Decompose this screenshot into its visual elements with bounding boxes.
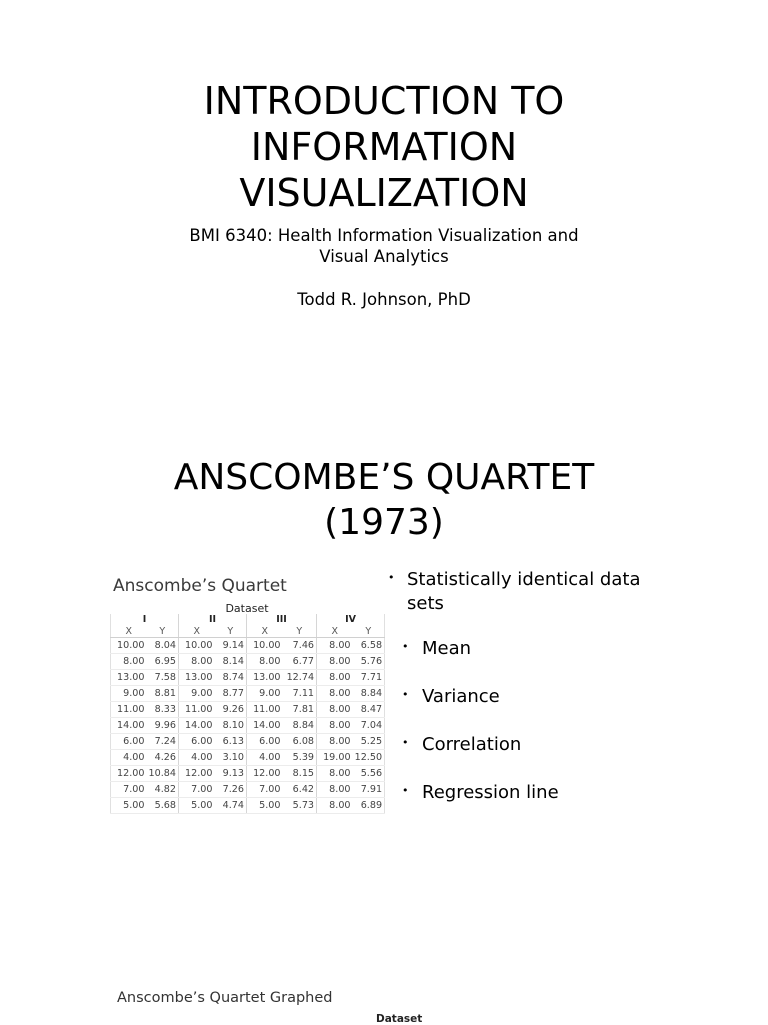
table-cell: 6.95	[147, 654, 179, 670]
table-cell: 12.00	[179, 766, 215, 782]
table-cell: 5.00	[111, 798, 147, 814]
bullet-main	[385, 568, 645, 616]
table-cell: 6.42	[283, 782, 317, 798]
table-cell: 10.00	[247, 638, 283, 654]
table-cell: 8.81	[147, 686, 179, 702]
table-row	[111, 702, 385, 718]
table-cell: 11.00	[247, 702, 283, 718]
slide1-subtitle-line: Visual Analytics	[319, 247, 449, 266]
table-row	[111, 638, 385, 654]
table-cell: 4.00	[179, 750, 215, 766]
table-body	[111, 638, 385, 814]
slide1-subtitle-line: BMI 6340: Health Information Visualization and	[189, 226, 579, 245]
table-cell: 14.00	[179, 718, 215, 734]
table-row	[111, 750, 385, 766]
table-cell: 6.77	[283, 654, 317, 670]
table-row	[111, 798, 385, 814]
bullet-sub	[385, 637, 645, 661]
table-cell: 14.00	[111, 718, 147, 734]
table-cell: 9.00	[111, 686, 147, 702]
slide1-title-line: INFORMATION	[250, 125, 518, 169]
table-cell: 3.10	[215, 750, 247, 766]
table-cell: 8.84	[283, 718, 317, 734]
table-cell: 6.08	[283, 734, 317, 750]
table-cell: 8.00	[317, 766, 353, 782]
table-column-header: Y	[147, 626, 179, 638]
table-cell: 7.11	[283, 686, 317, 702]
table-group-header: IV	[345, 614, 356, 625]
table-cell: 13.00	[179, 670, 215, 686]
table-cell: 4.00	[111, 750, 147, 766]
table-cell: 8.33	[147, 702, 179, 718]
table-cell: 8.04	[147, 638, 179, 654]
bullet-text: Mean	[422, 638, 472, 659]
table-cell: 4.00	[247, 750, 283, 766]
table-cell: 12.74	[283, 670, 317, 686]
table-cell: 9.14	[215, 638, 247, 654]
table-cell: 5.73	[283, 798, 317, 814]
table-cell: 6.13	[215, 734, 247, 750]
table-group-header: I	[111, 614, 179, 626]
bullet-text: Statistically identical data sets	[407, 569, 641, 614]
table-row	[111, 718, 385, 734]
table-group-header: III	[247, 614, 317, 626]
table-cell: 8.84	[353, 686, 385, 702]
bullet-dot-icon: •	[388, 571, 395, 584]
table-cell: 7.81	[283, 702, 317, 718]
table-cell: 8.77	[215, 686, 247, 702]
table-cell: 8.15	[283, 766, 317, 782]
table-cell: 7.46	[283, 638, 317, 654]
table-cell: 4.26	[147, 750, 179, 766]
table-cell: 9.00	[247, 686, 283, 702]
quartet-table-dataset-label: Dataset	[225, 602, 269, 615]
bullet-dot-icon: •	[402, 640, 409, 653]
table-cell: 9.13	[215, 766, 247, 782]
bullet-sub	[385, 781, 645, 805]
quartet-data-table	[110, 614, 385, 814]
slide2-title-line: ANSCOMBE’S QUARTET	[173, 457, 595, 498]
table-cell: 7.24	[147, 734, 179, 750]
bullet-text: Regression line	[422, 782, 559, 803]
bullet-dot-icon: •	[402, 688, 409, 701]
slide1-title-line: VISUALIZATION	[239, 171, 529, 215]
bullet-text: Correlation	[422, 734, 522, 755]
table-cell: 5.76	[353, 654, 385, 670]
table-cell: 7.91	[353, 782, 385, 798]
table-cell: 8.00	[317, 670, 353, 686]
table-cell: 5.56	[353, 766, 385, 782]
table-cell: 8.00	[317, 734, 353, 750]
table-cell: 5.25	[353, 734, 385, 750]
slide1-subtitle	[84, 225, 684, 267]
table-cell: 11.00	[179, 702, 215, 718]
slide1-title	[84, 78, 684, 216]
table-column-header: X	[111, 626, 147, 638]
table-cell: 8.10	[215, 718, 247, 734]
table-cell: 7.26	[215, 782, 247, 798]
table-column-header: X	[317, 626, 353, 638]
table-cell: 8.00	[111, 654, 147, 670]
slide3-dataset-label: Dataset	[376, 1013, 423, 1025]
slide1-title-line: INTRODUCTION TO	[203, 79, 565, 123]
table-column-header: X	[247, 626, 283, 638]
table-cell: 6.00	[247, 734, 283, 750]
table-cell: 7.00	[179, 782, 215, 798]
table-cell: 8.00	[317, 702, 353, 718]
table-cell: 11.00	[111, 702, 147, 718]
table-cell: 8.00	[179, 654, 215, 670]
table-cell: 4.74	[215, 798, 247, 814]
table-cell: 9.26	[215, 702, 247, 718]
table-row	[111, 766, 385, 782]
table-cell: 8.00	[317, 654, 353, 670]
table-column-header: Y	[215, 626, 247, 638]
quartet-table-title: Anscombe’s Quartet	[113, 576, 287, 596]
table-cell: 10.84	[147, 766, 179, 782]
table-cell: 5.39	[283, 750, 317, 766]
table-cell: 7.00	[247, 782, 283, 798]
table-cell: 8.74	[215, 670, 247, 686]
slide2-title	[84, 455, 684, 545]
bullet-list	[385, 568, 645, 829]
table-cell: 6.58	[353, 638, 385, 654]
table-cell: 7.04	[353, 718, 385, 734]
table-cell: 5.00	[179, 798, 215, 814]
table-cell: 8.14	[215, 654, 247, 670]
table-cell: 5.68	[147, 798, 179, 814]
table-cell: 7.00	[111, 782, 147, 798]
bullet-dot-icon: •	[402, 784, 409, 797]
table-cell: 6.89	[353, 798, 385, 814]
table-group-header: II	[179, 614, 247, 626]
slide1-author: Todd R. Johnson, PhD	[297, 290, 471, 309]
table-cell: 12.00	[111, 766, 147, 782]
table-cell: 19.00	[317, 750, 353, 766]
table-cell: 13.00	[111, 670, 147, 686]
table-cell: 12.50	[353, 750, 385, 766]
table-column-header: Y	[283, 626, 317, 638]
table-row	[111, 686, 385, 702]
table-column-header-row	[111, 626, 385, 638]
table-cell: 8.47	[353, 702, 385, 718]
table-group-header-row	[111, 614, 385, 626]
table-row	[111, 670, 385, 686]
bullet-dot-icon: •	[402, 736, 409, 749]
table-cell: 4.82	[147, 782, 179, 798]
table-cell: 10.00	[179, 638, 215, 654]
table-cell: 8.00	[317, 686, 353, 702]
table-cell: 9.00	[179, 686, 215, 702]
table-cell: 5.00	[247, 798, 283, 814]
slide3-title: Anscombe’s Quartet Graphed	[117, 990, 333, 1006]
table-column-header: Y	[353, 626, 385, 638]
table-cell: 12.00	[247, 766, 283, 782]
table-cell: 8.00	[247, 654, 283, 670]
table-cell: 8.00	[317, 638, 353, 654]
table-row	[111, 782, 385, 798]
table-column-header: X	[179, 626, 215, 638]
table-cell: 6.00	[179, 734, 215, 750]
slide2-title-line: (1973)	[324, 502, 444, 543]
table-cell: 8.00	[317, 718, 353, 734]
table-cell: 6.00	[111, 734, 147, 750]
table-cell: 13.00	[247, 670, 283, 686]
bullet-sub	[385, 733, 645, 757]
table-cell: 9.96	[147, 718, 179, 734]
table-row	[111, 654, 385, 670]
table-row	[111, 734, 385, 750]
table-cell: 7.71	[353, 670, 385, 686]
bullet-text: Variance	[422, 686, 500, 707]
table-cell: 8.00	[317, 782, 353, 798]
table-cell: 14.00	[247, 718, 283, 734]
table-cell: 10.00	[111, 638, 147, 654]
table-cell: 8.00	[317, 798, 353, 814]
table-cell: 7.58	[147, 670, 179, 686]
bullet-sub	[385, 685, 645, 709]
